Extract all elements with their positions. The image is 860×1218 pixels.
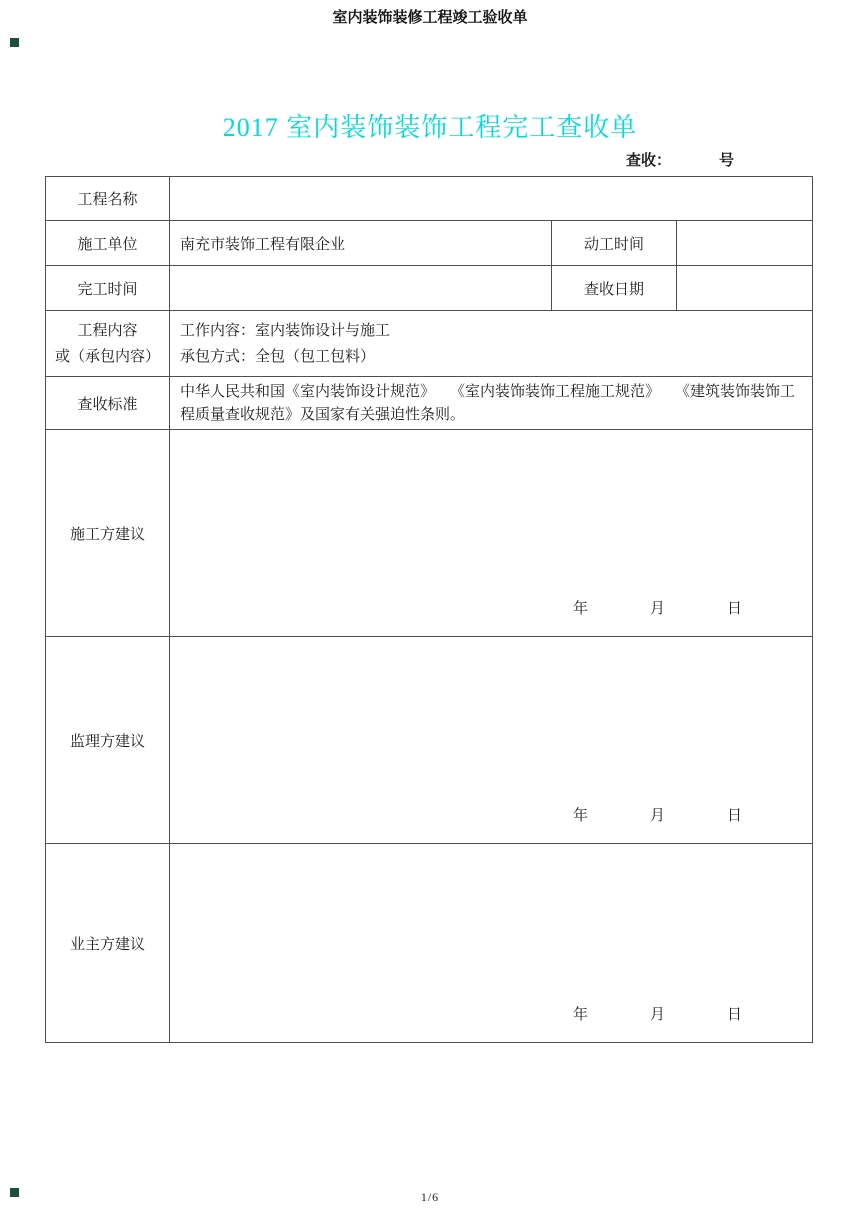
- acceptance-date-label: 查收日期: [552, 266, 677, 311]
- finish-time-label: 完工时间: [46, 266, 170, 311]
- owner-date-line: [573, 1003, 812, 1024]
- row-supervisor-opinion: [46, 637, 813, 844]
- row-finish-time: [46, 266, 813, 311]
- project-name-value-cell: [170, 177, 813, 221]
- owner-opinion-label: 业主方建议: [46, 844, 170, 1043]
- receipt-number-suffix: 号: [718, 153, 734, 169]
- year-placeholder: 年: [572, 601, 588, 617]
- receipt-number-line: [45, 149, 812, 170]
- project-name-label: 工程名称: [46, 177, 170, 221]
- month-placeholder: 月: [649, 1007, 665, 1023]
- row-project-name: [46, 177, 813, 221]
- finish-time-value-cell: [170, 266, 552, 311]
- page-marker-top: [10, 38, 19, 47]
- row-owner-opinion: [46, 844, 813, 1043]
- project-content-value: [170, 311, 813, 377]
- year-placeholder: 年: [572, 1007, 588, 1023]
- project-content-label-line1: 工程内容: [77, 322, 138, 339]
- acceptance-date-value-cell: [677, 266, 813, 311]
- page-number: 1/6: [420, 1190, 440, 1204]
- project-content-label-line2: 或（承包内容）: [54, 348, 160, 365]
- acceptance-standard-label: 查收标准: [46, 377, 170, 430]
- page-title: 2017 室内装饰装饰工程完工查收单: [222, 113, 638, 142]
- document-header-title: 室内装饰装修工程竣工验收单: [332, 9, 528, 26]
- project-content-contract: 承包方式：全包（包工包料）: [180, 348, 376, 365]
- acceptance-form-table: [45, 176, 813, 1043]
- row-project-content: [46, 311, 813, 377]
- start-time-label: 动工时间: [552, 221, 677, 266]
- construction-unit-value: 南充市装饰工程有限企业: [170, 221, 552, 266]
- construction-unit-label: 施工单位: [46, 221, 170, 266]
- day-placeholder: 日: [726, 601, 742, 617]
- year-placeholder: 年: [572, 808, 588, 824]
- start-time-value-cell: [677, 221, 813, 266]
- contractor-opinion-label: 施工方建议: [46, 430, 170, 637]
- receipt-label: 查收：: [625, 153, 671, 169]
- project-content-work: 工作内容：室内装饰设计与施工: [180, 322, 391, 339]
- contractor-opinion-area: [170, 430, 813, 637]
- month-placeholder: 月: [649, 808, 665, 824]
- row-contractor-opinion: [46, 430, 813, 637]
- supervisor-opinion-label: 监理方建议: [46, 637, 170, 844]
- day-placeholder: 日: [726, 1007, 742, 1023]
- acceptance-standard-text: 中华人民共和国《室内装饰设计规范》 《室内装饰装饰工程施工规范》 《建筑装饰装饰工程质量查收规范》及国家有关强迫性条则。: [180, 384, 796, 423]
- month-placeholder: 月: [649, 601, 665, 617]
- row-acceptance-standard: [46, 377, 813, 430]
- contractor-date-line: [573, 597, 812, 618]
- supervisor-date-line: [573, 804, 812, 825]
- supervisor-opinion-area: [170, 637, 813, 844]
- row-construction-unit: [46, 221, 813, 266]
- day-placeholder: 日: [726, 808, 742, 824]
- owner-opinion-area: [170, 844, 813, 1043]
- acceptance-standard-value: [170, 377, 813, 430]
- project-content-label: [46, 311, 170, 377]
